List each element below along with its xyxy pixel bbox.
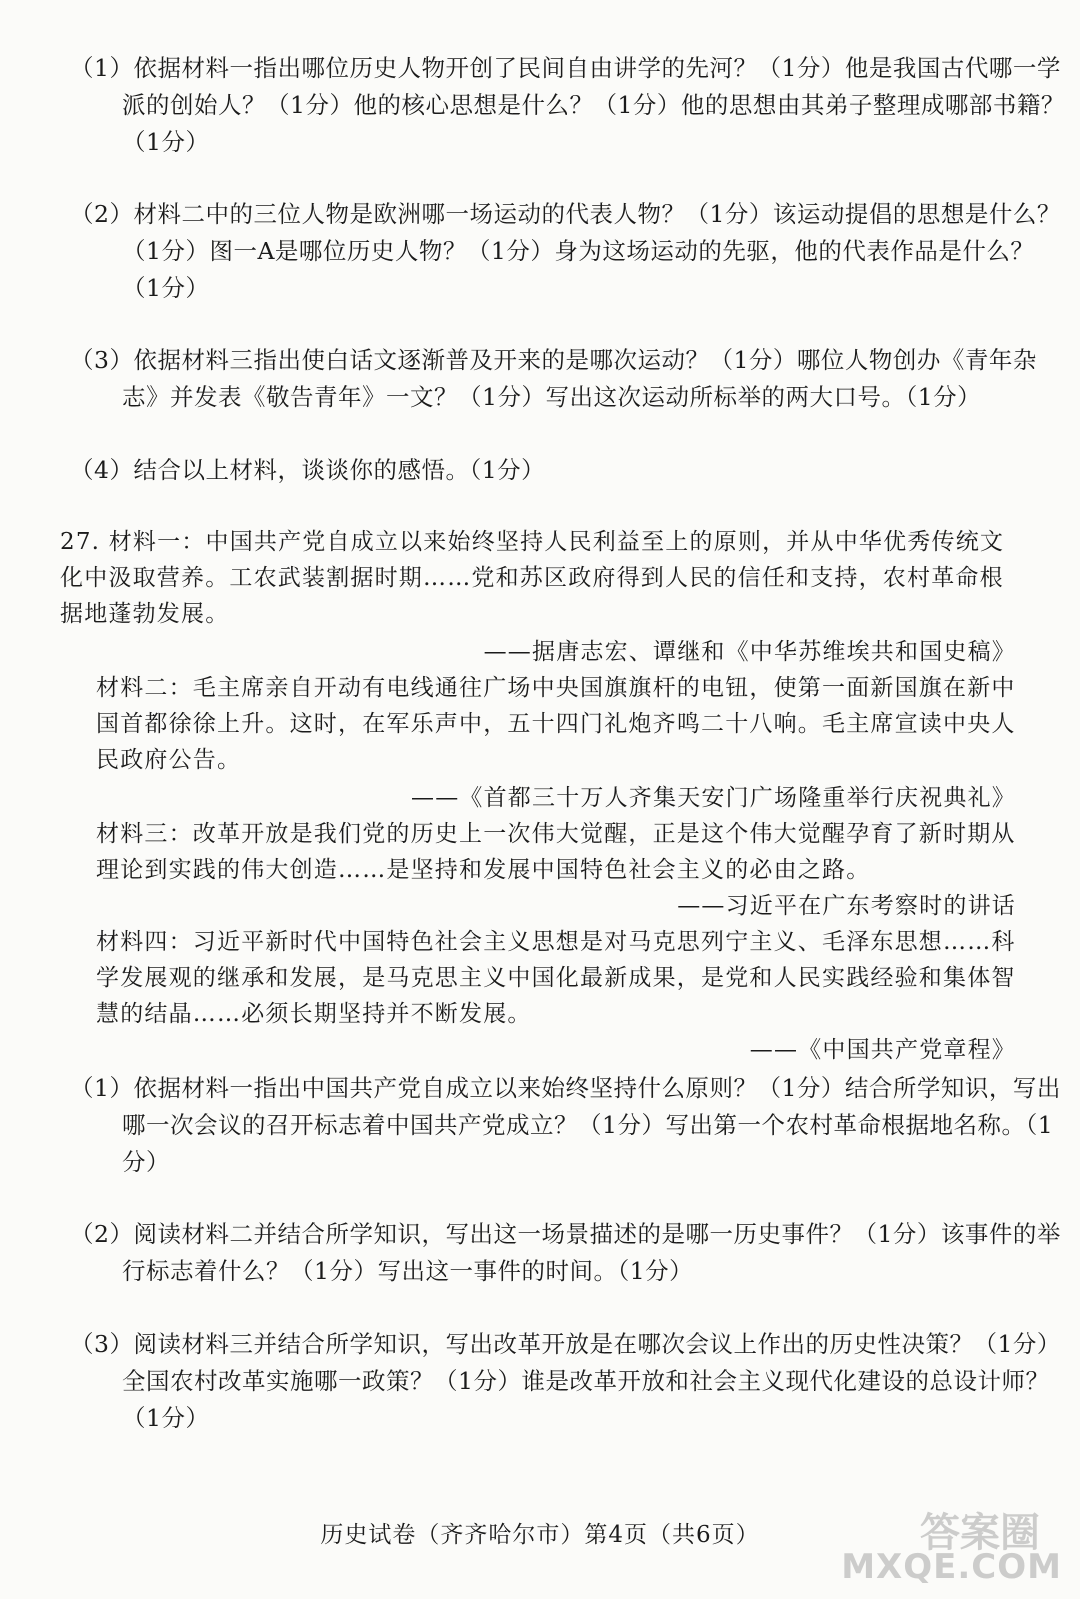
q27-part3: （3）阅读材料三并结合所学知识，写出改革开放是在哪次会议上作出的历史性决策？（1分）全国农村改革实施哪一政策？（1分）谁是改革开放和社会主义现代化建设的总设计师？（1分） xyxy=(70,1330,1061,1432)
q27-part2: （2）阅读材料二并结合所学知识，写出这一场景描述的是哪一历史事件？（1分）该事件的举行标志着什么？（1分）写出这一事件的时间。（1分） xyxy=(70,1220,1061,1285)
q27-source-4: ——《中国共产党章程》 xyxy=(749,1037,1016,1063)
q27-material-1: 27. 材料一：中国共产党自成立以来始终坚持人民利益至上的原则，并从中华优秀传统文化中汲取营养。工农武装割据时期……党和苏区政府得到人民的信任和支持，农村革命根据地蓬勃发展。 xyxy=(60,529,1005,627)
q26-part1: （1）依据材料一指出哪位历史人物开创了民间自由讲学的先河？（1分）他是我国古代哪一学派的创始人？（1分）他的核心思想是什么？（1分）他的思想由其弟子整理成哪部书籍？（1分） xyxy=(70,54,1065,156)
watermark-title: 答案圈 xyxy=(920,1510,1040,1556)
q27-material-4: 材料四：习近平新时代中国特色社会主义思想是对马克思列宁主义、毛泽东思想……科学发展观的继承和发展，是马克思主义中国化最新成果，是党和人民实践经验和集体智慧的结晶……必须长期坚持并不断发展。 xyxy=(96,929,1016,1027)
q27-part1: （1）依据材料一指出中国共产党自成立以来始终坚持什么原则？（1分）结合所学知识，写出哪一次会议的召开标志着中国共产党成立？（1分）写出第一个农村革命根据地名称。（1分） xyxy=(70,1074,1061,1176)
q26-part3: （3）依据材料三指出使白话文逐渐普及开来的是哪次运动？（1分）哪位人物创办《青年杂志》并发表《敬告青年》一文？（1分）写出这次运动所标举的两大口号。（1分） xyxy=(70,346,1037,411)
q27-material-2: 材料二：毛主席亲自开动有电线通往广场中央国旗旗杆的电钮，使第一面新国旗在新中国首都徐徐上升。这时，在军乐声中，五十四门礼炮齐鸣二十八响。毛主席宣读中央人民政府公告。 xyxy=(96,675,1016,773)
watermark-logo xyxy=(841,1501,1062,1591)
q27-material-3: 材料三：改革开放是我们党的历史上一次伟大觉醒，正是这个伟大觉醒孕育了新时期从理论到实践的伟大创造……是坚持和发展中国特色社会主义的必由之路。 xyxy=(96,821,1016,883)
q26-part2: （2）材料二中的三位人物是欧洲哪一场运动的代表人物？（1分）该运动提倡的思想是什么？（1分）图一A是哪位历史人物？（1分）身为这场运动的先驱，他的代表作品是什么？（1分） xyxy=(70,200,1061,302)
q27-source-3: ——习近平在广东考察时的讲话 xyxy=(677,893,1016,919)
q27-source-2: ——《首都三十万人齐集天安门广场隆重举行庆祝典礼》 xyxy=(411,785,1016,811)
watermark-url: MXQE.COM xyxy=(841,1547,1062,1587)
page-footer: 历史试卷（齐齐哈尔市）第4页（共6页） xyxy=(320,1522,760,1548)
q27-source-1: ——据唐志宏、谭继和《中华苏维埃共和国史稿》 xyxy=(483,639,1016,665)
q26-part4: （4）结合以上材料，谈谈你的感悟。（1分） xyxy=(70,456,546,484)
